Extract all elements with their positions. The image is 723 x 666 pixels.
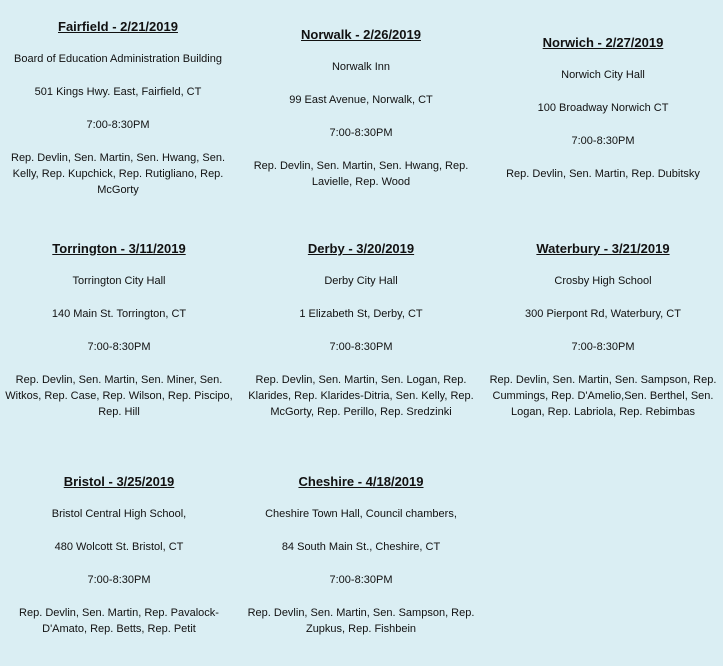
hearing-legislators: Rep. Devlin, Sen. Martin, Rep. Dubitsky — [506, 168, 700, 180]
hearing-legislators: Rep. Devlin, Sen. Martin, Sen. Logan, Rep. Klarides, Rep. Klarides-Ditria, Sen. Kelly, Rep. McGorty, Rep. Perillo, Rep. Sredzinki — [248, 374, 474, 418]
hearing-time: 7:00-8:30PM — [86, 119, 150, 131]
hearing-torrington — [4, 240, 234, 420]
hearing-derby — [244, 240, 478, 420]
hearing-legislators: Rep. Devlin, Sen. Martin, Sen. Sampson, Rep. Zupkus, Rep. Fishbein — [247, 607, 475, 635]
hearing-waterbury — [486, 240, 720, 420]
hearing-cheshire — [244, 473, 478, 637]
hearing-norwalk — [247, 26, 475, 190]
hearing-title: Fairfield - 2/21/2019 — [58, 19, 178, 34]
hearing-time: 7:00-8:30PM — [87, 341, 151, 353]
hearing-address: 300 Pierpont Rd, Waterbury, CT — [525, 308, 681, 320]
hearing-address: 501 Kings Hwy. East, Fairfield, CT — [34, 86, 202, 98]
hearing-address: 140 Main St. Torrington, CT — [51, 308, 187, 320]
hearing-address: 480 Wolcott St. Bristol, CT — [54, 541, 184, 553]
hearing-venue: Crosby High School — [554, 275, 652, 287]
hearing-time: 7:00-8:30PM — [329, 341, 393, 353]
hearing-time: 7:00-8:30PM — [571, 341, 635, 353]
hearing-venue: Torrington City Hall — [72, 275, 166, 287]
hearing-title: Norwalk - 2/26/2019 — [301, 27, 421, 42]
hearing-venue: Cheshire Town Hall, Council chambers, — [265, 508, 457, 520]
hearing-legislators: Rep. Devlin, Sen. Martin, Sen. Hwang, Rep. Lavielle, Rep. Wood — [253, 160, 469, 188]
hearing-bristol — [4, 473, 234, 637]
hearing-venue: Norwich City Hall — [561, 69, 645, 81]
hearing-title: Norwich - 2/27/2019 — [542, 35, 664, 50]
hearing-venue: Board of Education Administration Building — [14, 53, 222, 65]
hearing-venue: Derby City Hall — [324, 275, 398, 287]
hearing-time: 7:00-8:30PM — [329, 574, 393, 586]
hearing-title: Bristol - 3/25/2019 — [63, 474, 175, 489]
hearing-legislators: Rep. Devlin, Sen. Martin, Rep. Pavalock-D'Amato, Rep. Betts, Rep. Petit — [19, 607, 219, 635]
hearing-title: Cheshire - 4/18/2019 — [298, 474, 424, 489]
hearing-title: Waterbury - 3/21/2019 — [536, 241, 670, 256]
hearing-legislators: Rep. Devlin, Sen. Martin, Sen. Miner, Sen. Witkos, Rep. Case, Rep. Wilson, Rep. Piscipo, Rep. Hill — [5, 374, 233, 418]
hearing-title: Derby - 3/20/2019 — [307, 241, 415, 256]
hearing-legislators: Rep. Devlin, Sen. Martin, Sen. Sampson, Rep. Cummings, Rep. D'Amelio,Sen. Berthel, Sen. Logan, Rep. Labriola, Rep. Rebimbas — [489, 374, 717, 418]
hearing-title: Torrington - 3/11/2019 — [52, 241, 186, 256]
hearing-address: 84 South Main St., Cheshire, CT — [281, 541, 441, 553]
hearing-venue: Bristol Central High School, — [51, 508, 187, 520]
hearing-address: 1 Elizabeth St, Derby, CT — [299, 308, 423, 320]
hearing-venue: Norwalk Inn — [331, 61, 391, 73]
hearing-norwich — [487, 34, 719, 182]
hearing-legislators: Rep. Devlin, Sen. Martin, Sen. Hwang, Sen. Kelly, Rep. Kupchick, Rep. Rutigliano, Rep. McGorty — [11, 152, 225, 196]
hearing-time: 7:00-8:30PM — [87, 574, 151, 586]
hearing-address: 99 East Avenue, Norwalk, CT — [289, 94, 433, 106]
hearing-address: 100 Broadway Norwich CT — [537, 102, 669, 114]
hearing-time: 7:00-8:30PM — [329, 127, 393, 139]
hearing-fairfield — [2, 18, 234, 198]
hearing-time: 7:00-8:30PM — [571, 135, 635, 147]
